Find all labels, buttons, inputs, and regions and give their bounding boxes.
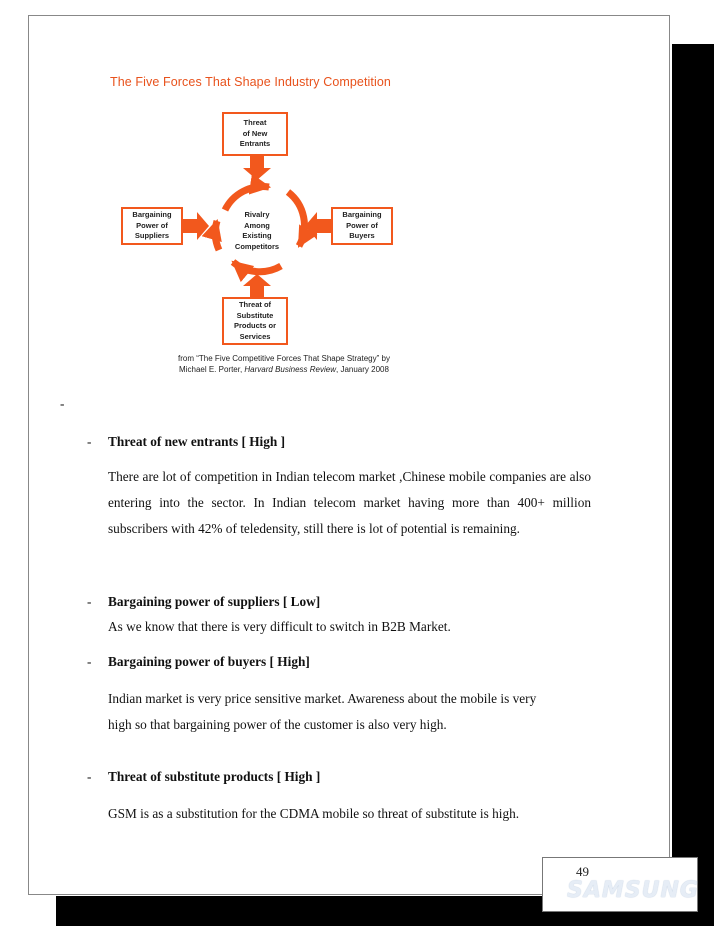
heading-threat-substitutes: Threat of substitute products [ High ]: [108, 769, 321, 784]
caption-date: , January 2008: [336, 365, 389, 374]
box-supplier-power: [121, 207, 183, 245]
caption-line-1: from “The Five Competitive Forces That Shape Strategy” by: [178, 354, 390, 363]
heading-threat-new-entrants: Threat of new entrants [ High ]: [108, 434, 286, 449]
caption-line-2: [129, 364, 439, 375]
paragraph-buyer-power-line-2: high so that bargaining power of the customer is also very high.: [108, 717, 447, 732]
page-number: 49: [576, 864, 589, 879]
bullet-dash: -: [87, 434, 92, 449]
arrow-from-left: [183, 212, 209, 240]
box-threat-new-entrants: [222, 112, 288, 156]
bullet-dash: -: [87, 594, 92, 609]
box-threat-substitutes-label: Threat of Substitute Products or Services: [233, 300, 277, 341]
arrow-from-right: [305, 212, 331, 240]
box-threat-new-entrants-label: Threat of New Entrants: [239, 118, 271, 149]
paragraph-threat-new-entrants: There are lot of competition in Indian telecom market ,Chinese mobile companies are also entering into the sector. In Indian telecom market having more than 400+ million subscribers with 42% of teledensity, still there is lot of potential is remaining.: [108, 469, 591, 536]
paragraph-threat-substitutes: GSM is as a substitution for the CDMA mobile so threat of substitute is high.: [108, 806, 520, 821]
paragraph-buyer-power-line-1: Indian market is very price sensitive market. Awareness about the mobile is very: [108, 691, 537, 706]
box-rivalry-label: Rivalry Among Existing Competitors: [234, 210, 280, 251]
caption-author: Michael E. Porter,: [179, 365, 245, 374]
box-rivalry: [222, 200, 292, 262]
box-buyer-power: [331, 207, 393, 245]
samsung-logo: SAMSUNG: [567, 878, 699, 903]
bullet-dash: -: [87, 654, 92, 669]
five-forces-diagram: [29, 16, 671, 376]
bullet-dash: -: [87, 769, 92, 784]
page-shadow-right: [672, 44, 714, 926]
bullet-dash-empty: -: [60, 396, 65, 411]
figure-title: The Five Forces That Shape Industry Competition: [110, 75, 391, 89]
heading-supplier-power: Bargaining power of suppliers [ Low]: [108, 594, 321, 609]
arrow-from-top: [243, 152, 271, 180]
document-page: [28, 15, 699, 903]
caption-journal: Harvard Business Review: [244, 365, 336, 374]
figure-caption: [129, 353, 439, 375]
box-supplier-power-label: Bargaining Power of Suppliers: [132, 210, 172, 241]
box-threat-substitutes: [222, 297, 288, 345]
paragraph-supplier-power: As we know that there is very difficult to switch in B2B Market.: [108, 619, 451, 634]
box-buyer-power-label: Bargaining Power of Buyers: [342, 210, 382, 241]
heading-buyer-power: Bargaining power of buyers [ High]: [108, 654, 310, 669]
